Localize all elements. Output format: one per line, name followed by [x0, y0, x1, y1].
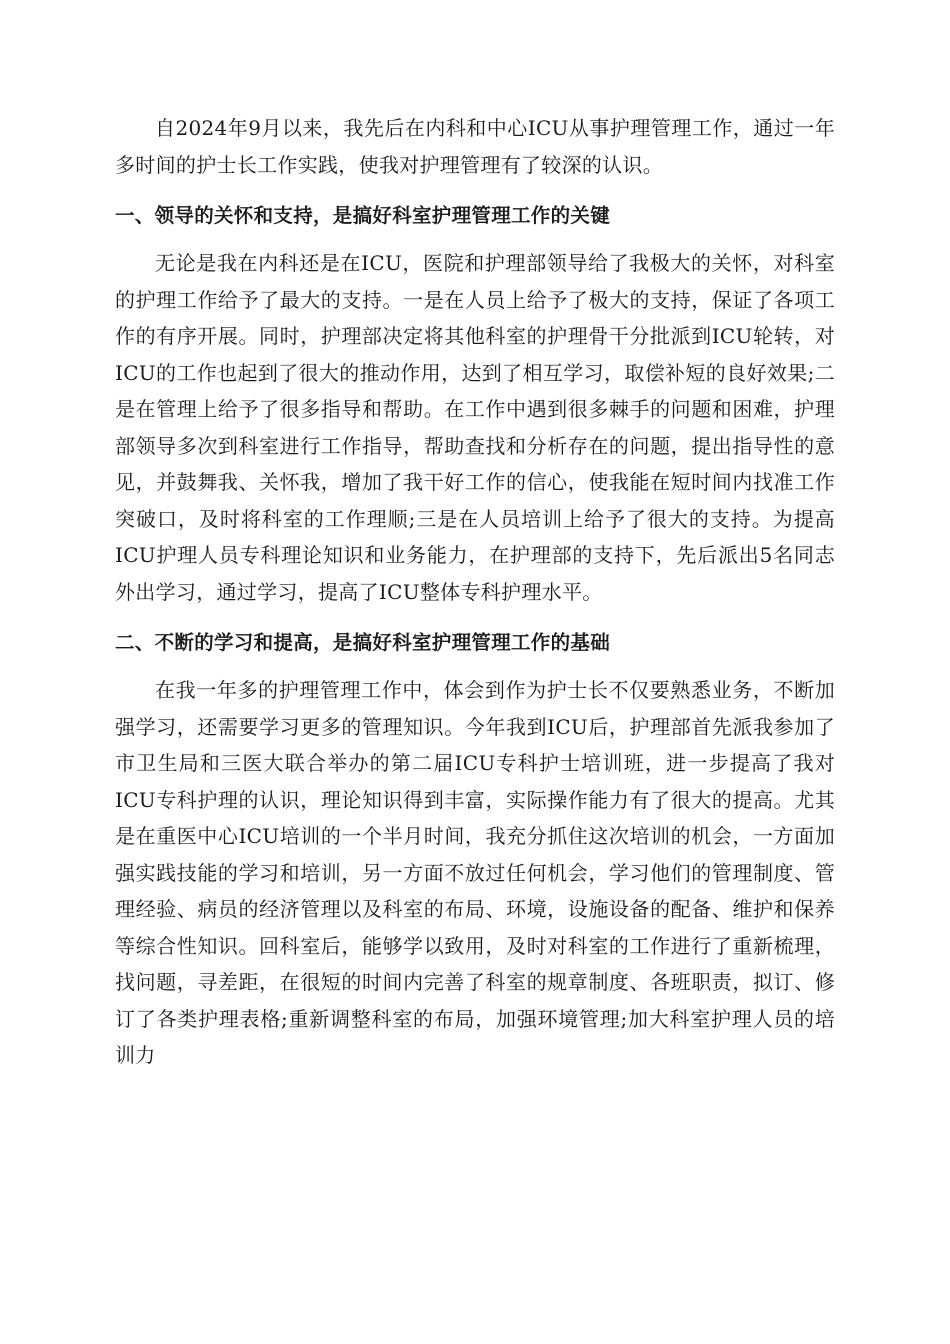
section-1-heading: 一、领导的关怀和支持，是搞好科室护理管理工作的关键 [115, 204, 611, 227]
section-2-heading: 二、不断的学习和提高，是搞好科室护理管理工作的基础 [115, 631, 611, 654]
section-2-paragraph: 在我一年多的护理管理工作中，体会到作为护士长不仅要熟悉业务，不断加强学习，还需要学习更多的管理知识。今年我到ICU后，护理部首先派我参加了市卫生局和三医大联合举办的第二届ICU专科护士培训班，进一步提高了我对ICU专科护理的认识，理论知识得到丰富，实际操作能力有了很大的提高。尤其是在重医中心ICU培训的一个半月时间，我充分抓住这次培训的机会，一方面加强实践技能的学习和培训，另一方面不放过任何机会，学习他们的管理制度、管理经验、病员的经济管理以及科室的布局、环境，设施设备的配备、维护和保养等综合性知识。回科室后，能够学以致用，及时对科室的工作进行了重新梳理，找问题，寻差距，在很短的时间内完善了科室的规章制度、各班职责，拟订、修订了各类护理表格;重新调整科室的布局，加强环境管理;加大科室护理人员的培训力 [115, 678, 835, 1067]
section-1-paragraph: 无论是我在内科还是在ICU，医院和护理部领导给了我极大的关怀，对科室的护理工作给予了最大的支持。一是在人员上给予了极大的支持，保证了各项工作的有序开展。同时，护理部决定将其他科室的护理骨干分批派到ICU轮转，对ICU的工作也起到了很大的推动作用，达到了相互学习，取偿补短的良好效果;二是在管理上给予了很多指导和帮助。在工作中遇到很多棘手的问题和困难，护理部领导多次到科室进行工作指导，帮助查找和分析存在的问题，提出指导性的意见，并鼓舞我、关怀我，增加了我干好工作的信心，使我能在短时间内找准工作突破口，及时将科室的工作理顺;三是在人员培训上给予了很大的支持。为提高ICU护理人员专科理论知识和业务能力，在护理部的支持下，先后派出5名同志外出学习，通过学习，提高了ICU整体专科护理水平。 [115, 251, 835, 604]
document-page [115, 110, 835, 1088]
intro-paragraph: 自2024年9月以来，我先后在内科和中心ICU从事护理管理工作，通过一年多时间的护士长工作实践，使我对护理管理有了较深的认识。 [115, 116, 835, 177]
